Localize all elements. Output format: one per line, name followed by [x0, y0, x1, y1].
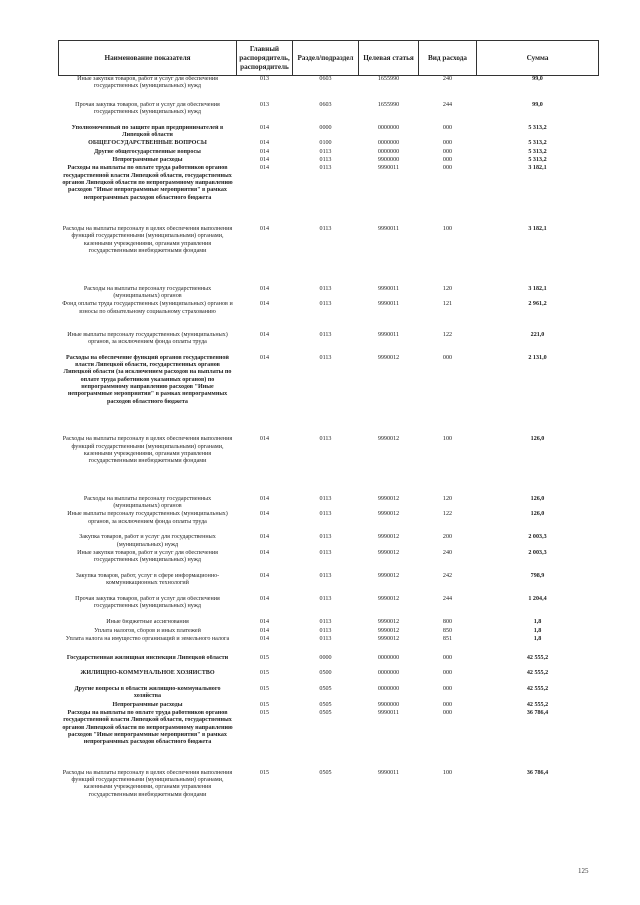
row-chief-administrator-cell: 014 — [259, 627, 270, 634]
row-section-cell: 0113 — [319, 148, 332, 155]
row-chief-administrator-cell: 014 — [259, 140, 270, 147]
row-chief-administrator-cell: 015 — [259, 701, 270, 708]
row-section-cell: 0505 — [319, 685, 332, 692]
row-name-cell: Расходы на обеспечение функций органов государственной власти Липецкой области, государственных органов Липецкой области (за исключением расходов на выплаты по оплате труда работников указанных органов) по непрограммному направлению расходов "Иные непрограммные мероприятия" в рамках непрограммных расходов областного бюджета — [63, 354, 232, 405]
row-chief-administrator-cell: 014 — [259, 156, 270, 163]
table-row — [59, 655, 599, 671]
row-expense-type-cell: 000 — [442, 354, 453, 361]
row-section-cell: 0113 — [319, 301, 332, 308]
row-chief-administrator-cell: 014 — [259, 148, 270, 155]
row-section-cell: 0113 — [319, 354, 332, 361]
row-amount-cell: 99,0 — [532, 101, 543, 108]
row-target-article-cell: 9990012 — [377, 495, 400, 502]
row-target-article-cell: 9990011 — [377, 226, 400, 233]
table-row — [59, 670, 599, 686]
row-chief-administrator-cell: 014 — [259, 124, 270, 131]
table-row — [59, 332, 599, 355]
row-section-cell: 0505 — [319, 709, 332, 716]
row-amount-cell: 126,0 — [530, 511, 545, 518]
table-header — [59, 41, 599, 76]
row-chief-administrator-cell: 014 — [259, 573, 270, 580]
row-chief-administrator-cell: 014 — [259, 534, 270, 541]
row-section-cell: 0113 — [319, 156, 332, 163]
row-expense-type-cell: 240 — [442, 76, 453, 82]
row-name-cell: Другие вопросы в области жилищно-коммунального хозяйства — [74, 685, 221, 700]
row-name-cell: ЖИЛИЩНО-КОММУНАЛЬНОЕ ХОЗЯЙСТВО — [80, 670, 215, 677]
table-row — [59, 226, 599, 285]
row-target-article-cell: 0000000 — [377, 685, 400, 692]
table-row — [59, 534, 599, 550]
table-row — [59, 496, 599, 512]
row-target-article-cell: 9900000 — [377, 701, 400, 708]
row-name-cell: Расходы на выплаты персоналу государственных (муниципальных) органов — [83, 495, 212, 509]
row-name-cell: Расходы на выплаты по оплате труда работников органов государственной власти Липецкой области, государственных органов Липецкой области по непрограммному направлению расходов "Иные непрограммные мероприятия" в рамках непрограммных расходов областного бюджета — [62, 165, 233, 201]
row-amount-cell: 2 961,2 — [528, 301, 547, 308]
row-name-cell: Иные выплаты персоналу государственных (муниципальных) органов, за исключением фонда оплаты труда — [67, 511, 228, 525]
row-expense-type-cell: 000 — [442, 140, 453, 147]
row-amount-cell: 2 131,0 — [528, 354, 547, 361]
row-name-cell: Непрограммные расходы — [112, 156, 183, 163]
row-section-cell: 0113 — [319, 226, 332, 233]
row-section-cell: 0113 — [319, 495, 332, 502]
header-indicator-name: Наименование показателя — [59, 41, 237, 76]
row-amount-cell: 5 313,2 — [528, 140, 547, 147]
row-expense-type-cell: 000 — [442, 709, 453, 716]
row-amount-cell: 221,0 — [530, 331, 545, 338]
row-expense-type-cell: 000 — [442, 124, 453, 131]
row-name-cell: Расходы на выплаты персоналу государственных (муниципальных) органов — [83, 285, 212, 299]
row-section-cell: 0505 — [319, 769, 332, 776]
row-chief-administrator-cell: 014 — [259, 550, 270, 557]
row-target-article-cell: 0000000 — [377, 654, 400, 661]
row-chief-administrator-cell: 014 — [259, 165, 270, 172]
row-name-cell: Закупка товаров, работ и услуг для государственных (муниципальных) нужд — [79, 534, 216, 548]
row-name-cell: Другие общегосударственные вопросы — [94, 148, 201, 155]
row-section-cell: 0000 — [319, 654, 332, 661]
row-section-cell: 0113 — [319, 331, 332, 338]
table-row — [59, 102, 599, 125]
row-section-cell: 0113 — [319, 635, 332, 642]
table-row — [59, 596, 599, 619]
row-amount-cell: 42 555,2 — [526, 685, 549, 692]
row-target-article-cell: 9990012 — [377, 573, 400, 580]
header-section-subsection: Раздел/подраздел — [293, 41, 359, 76]
row-amount-cell: 126,0 — [530, 495, 545, 502]
table-row — [59, 511, 599, 534]
row-chief-administrator-cell: 013 — [259, 101, 270, 108]
row-amount-cell: 36 786,4 — [526, 709, 549, 716]
row-section-cell: 0603 — [319, 101, 332, 108]
row-expense-type-cell: 850 — [442, 627, 453, 634]
row-amount-cell: 36 786,4 — [526, 769, 549, 776]
row-expense-type-cell: 800 — [442, 619, 453, 626]
row-target-article-cell: 9990012 — [377, 354, 400, 361]
header-target-article: Целевая статья — [359, 41, 419, 76]
row-section-cell: 0000 — [319, 124, 332, 131]
row-chief-administrator-cell: 014 — [259, 495, 270, 502]
row-expense-type-cell: 000 — [442, 156, 453, 163]
row-amount-cell: 1 204,4 — [528, 596, 547, 603]
row-target-article-cell: 9990012 — [377, 534, 400, 541]
row-target-article-cell: 9990011 — [377, 285, 400, 292]
row-target-article-cell: 9990012 — [377, 619, 400, 626]
row-amount-cell: 126,0 — [530, 436, 545, 443]
row-target-article-cell: 9900000 — [377, 156, 400, 163]
table-row — [59, 619, 599, 627]
row-section-cell: 0113 — [319, 619, 332, 626]
row-expense-type-cell: 851 — [442, 635, 453, 642]
table-row — [59, 550, 599, 573]
row-name-cell: Прочая закупка товаров, работ и услуг для обеспечения государственных (муниципальных) нужд — [75, 596, 220, 610]
table-row — [59, 76, 599, 102]
row-target-article-cell: 0000000 — [377, 140, 400, 147]
row-section-cell: 0113 — [319, 534, 332, 541]
row-chief-administrator-cell: 015 — [259, 654, 270, 661]
row-section-cell: 0113 — [319, 627, 332, 634]
row-amount-cell: 798,9 — [530, 573, 545, 580]
row-target-article-cell: 9990011 — [377, 165, 400, 172]
row-chief-administrator-cell: 015 — [259, 709, 270, 716]
row-chief-administrator-cell: 015 — [259, 685, 270, 692]
row-expense-type-cell: 000 — [442, 165, 453, 172]
row-expense-type-cell: 100 — [442, 436, 453, 443]
row-expense-type-cell: 000 — [442, 685, 453, 692]
row-expense-type-cell: 122 — [442, 331, 453, 338]
row-target-article-cell: 0000000 — [377, 670, 400, 677]
row-amount-cell: 42 555,2 — [526, 654, 549, 661]
header-expense-type: Вид расхода — [419, 41, 477, 76]
table-row — [59, 628, 599, 636]
table-row — [59, 573, 599, 596]
table-row — [59, 165, 599, 226]
row-amount-cell: 3 182,1 — [528, 165, 547, 172]
row-chief-administrator-cell: 013 — [259, 76, 270, 82]
row-chief-administrator-cell: 014 — [259, 511, 270, 518]
table-row — [59, 149, 599, 157]
row-expense-type-cell: 200 — [442, 534, 453, 541]
row-name-cell: Иные закупки товаров, работ и услуг для обеспечения государственных (муниципальных) нужд — [77, 76, 218, 90]
row-target-article-cell: 9990011 — [377, 331, 400, 338]
row-target-article-cell: 9990012 — [377, 436, 400, 443]
row-amount-cell: 2 003,3 — [528, 550, 547, 557]
row-name-cell: Непрограммные расходы — [112, 701, 183, 708]
row-name-cell: Уплата налогов, сборов и иных платежей — [94, 627, 201, 634]
row-amount-cell: 5 313,2 — [528, 148, 547, 155]
table-row — [59, 686, 599, 702]
row-expense-type-cell: 100 — [442, 226, 453, 233]
row-name-cell: Иные выплаты персоналу государственных (муниципальных) органов, за исключением фонда оплаты труда — [67, 331, 228, 345]
row-section-cell: 0100 — [319, 140, 332, 147]
table-body — [59, 76, 599, 823]
row-name-cell: Расходы на выплаты персоналу в целях обеспечения выполнения функций государственными (муниципальными) органами, казенными учреждениями, органами управления государственными внебюджетными фондами — [62, 436, 233, 465]
row-target-article-cell: 9990012 — [377, 550, 400, 557]
row-expense-type-cell: 240 — [442, 550, 453, 557]
row-expense-type-cell: 000 — [442, 701, 453, 708]
row-target-article-cell: 9990011 — [377, 769, 400, 776]
row-section-cell: 0113 — [319, 596, 332, 603]
row-amount-cell: 42 555,2 — [526, 670, 549, 677]
row-name-cell: Уполномоченный по защите прав предпринимателей в Липецкой области — [71, 124, 224, 138]
row-section-cell: 0113 — [319, 511, 332, 518]
row-amount-cell: 1,8 — [533, 635, 542, 642]
row-target-article-cell: 1655990 — [377, 76, 400, 82]
row-amount-cell: 3 182,1 — [528, 226, 547, 233]
row-name-cell: Закупка товаров, работ, услуг в сфере информационно-коммуникационных технологий — [75, 573, 220, 587]
table-row — [59, 157, 599, 165]
row-expense-type-cell: 242 — [442, 573, 453, 580]
row-section-cell: 0113 — [319, 285, 332, 292]
row-target-article-cell: 9990011 — [377, 301, 400, 308]
row-amount-cell: 42 555,2 — [526, 701, 549, 708]
row-section-cell: 0603 — [319, 76, 332, 82]
row-chief-administrator-cell: 014 — [259, 596, 270, 603]
header-row — [59, 41, 599, 76]
row-chief-administrator-cell: 014 — [259, 619, 270, 626]
header-chief-administrator: Главный распорядитель, распорядитель — [237, 41, 293, 76]
row-amount-cell: 5 313,2 — [528, 156, 547, 163]
row-target-article-cell: 9990011 — [377, 709, 400, 716]
row-name-cell: Расходы на выплаты по оплате труда работников органов государственной власти Липецкой области, государственных органов Липецкой области по непрограммному направлению расходов "Иные непрограммные мероприятия" в рамках непрограммных расходов областного бюджета — [62, 709, 233, 746]
row-chief-administrator-cell: 014 — [259, 226, 270, 233]
table-row — [59, 770, 599, 822]
table-row — [59, 125, 599, 141]
row-chief-administrator-cell: 014 — [259, 635, 270, 642]
row-target-article-cell: 9990012 — [377, 627, 400, 634]
row-name-cell: Расходы на выплаты персоналу в целях обеспечения выполнения функций государственными (муниципальными) органами, казенными учреждениями, органами управления государственными внебюджетными фондами — [62, 226, 233, 255]
row-chief-administrator-cell: 014 — [259, 354, 270, 361]
header-amount: Сумма — [477, 41, 599, 76]
row-expense-type-cell: 122 — [442, 511, 453, 518]
row-section-cell: 0113 — [319, 550, 332, 557]
row-amount-cell: 1,8 — [533, 619, 542, 626]
row-section-cell: 0113 — [319, 165, 332, 172]
table-row — [59, 286, 599, 302]
row-name-cell: ОБЩЕГОСУДАРСТВЕННЫЕ ВОПРОСЫ — [88, 140, 207, 147]
row-name-cell: Иные бюджетные ассигнования — [106, 619, 189, 626]
row-chief-administrator-cell: 014 — [259, 301, 270, 308]
row-chief-administrator-cell: 014 — [259, 436, 270, 443]
table-row — [59, 636, 599, 655]
table-row — [59, 140, 599, 148]
row-chief-administrator-cell: 015 — [259, 670, 270, 677]
row-target-article-cell: 9990012 — [377, 635, 400, 642]
row-expense-type-cell: 000 — [442, 670, 453, 677]
row-name-cell: Иные закупки товаров, работ и услуг для обеспечения государственных (муниципальных) нужд — [77, 550, 218, 564]
table-row — [59, 436, 599, 495]
row-expense-type-cell: 244 — [442, 101, 453, 108]
table-row — [59, 702, 599, 710]
row-target-article-cell: 9990012 — [377, 511, 400, 518]
row-chief-administrator-cell: 014 — [259, 285, 270, 292]
row-target-article-cell: 9990012 — [377, 596, 400, 603]
page-number: 125 — [578, 867, 589, 875]
row-section-cell: 0500 — [319, 670, 332, 677]
row-name-cell: Уплата налога на имущество организаций и земельного налога — [65, 635, 230, 642]
row-expense-type-cell: 100 — [442, 769, 453, 776]
table-row — [59, 710, 599, 770]
row-name-cell: Расходы на выплаты персоналу в целях обеспечения выполнения функций государственными (муниципальными) органами, казенными учреждениями, органами управления государственными внебюджетными фондами — [62, 769, 233, 798]
row-expense-type-cell: 244 — [442, 596, 453, 603]
row-name-cell: Фонд оплаты труда государственных (муниципальных) органов и взносы по обязательному социальному страхованию — [62, 301, 233, 315]
row-expense-type-cell: 121 — [442, 301, 453, 308]
row-target-article-cell: 0000000 — [377, 124, 400, 131]
row-section-cell: 0113 — [319, 436, 332, 443]
row-amount-cell: 1,8 — [533, 627, 542, 634]
row-expense-type-cell: 000 — [442, 654, 453, 661]
row-amount-cell: 3 182,1 — [528, 285, 547, 292]
row-chief-administrator-cell: 015 — [259, 769, 270, 776]
row-amount-cell: 2 003,3 — [528, 534, 547, 541]
row-chief-administrator-cell: 014 — [259, 331, 270, 338]
row-section-cell: 0505 — [319, 701, 332, 708]
row-expense-type-cell: 120 — [442, 495, 453, 502]
row-name-cell: Прочая закупка товаров, работ и услуг для обеспечения государственных (муниципальных) нужд — [75, 101, 220, 115]
row-section-cell: 0113 — [319, 573, 332, 580]
budget-table-sheet — [58, 40, 598, 822]
row-name-cell: Государственная жилищная инспекция Липецкой области — [66, 654, 229, 661]
row-amount-cell: 5 313,2 — [528, 124, 547, 131]
table-row — [59, 355, 599, 437]
row-target-article-cell: 1655990 — [377, 101, 400, 108]
table-row — [59, 301, 599, 331]
budget-allocation-table — [58, 40, 599, 822]
row-expense-type-cell: 000 — [442, 148, 453, 155]
row-expense-type-cell: 120 — [442, 285, 453, 292]
row-target-article-cell: 0000000 — [377, 148, 400, 155]
row-amount-cell: 99,0 — [532, 76, 543, 82]
